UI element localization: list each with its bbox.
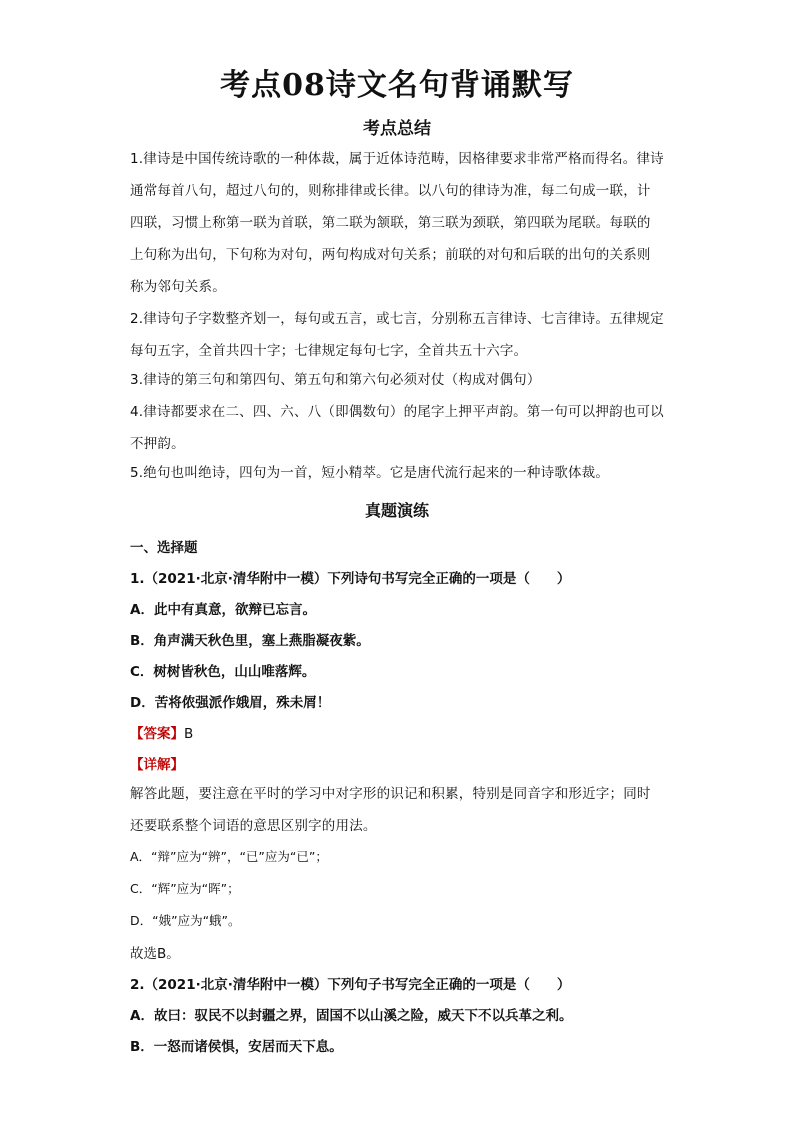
question-2-option-b: B．一怒而诸侯惧，安居而天下息。 <box>130 1039 343 1055</box>
question-1-option-b: B．角声满天秋色里，塞上燕脂凝夜紫。 <box>130 633 370 649</box>
summary-item-4: 4.律诗都要求在二、四、六、八（即偶数句）的尾字上押平声韵。第一句可以押韵也可以不押韵。 <box>130 404 664 452</box>
answer-value: B <box>184 726 194 742</box>
explain-tag: 【详解】 <box>130 757 184 773</box>
question-1-option-a: A．此中有真意，欲辩已忘言。 <box>130 602 316 618</box>
question-1-option-c: C．树树皆秋色，山山唯落辉。 <box>130 664 316 680</box>
answer-tag: 【答案】 <box>130 726 184 742</box>
question-1-option-d: D．苦将侬强派作娥眉，殊未屑！ <box>130 695 331 711</box>
explanation-text: 解答此题，要注意在平时的学习中对字形的识记和积累，特别是同音字和形近字；同时还要联系整个词语的意思区别字的用法。 <box>130 786 651 834</box>
question-2-stem: 2.（2021·北京·清华附中一模）下列句子书写完全正确的一项是（ ） <box>130 977 571 993</box>
summary-item-1: 1.律诗是中国传统诗歌的一种体裁，属于近体诗范畴，因格律要求非常严格而得名。律诗通常每首八句，超过八句的，则称排律或长律。以八句的律诗为准，每二句成一联，计四联，习惯上称第一联为首联，第二联为颔联，第三联为颈联，第四联为尾联。每联的上句称为出句，下句称为对句，两句构成对句关系；前联的对句和后联的出句的关系则称为邻句关系。 <box>130 151 664 295</box>
summary-item-2: 2.律诗句子字数整齐划一，每句或五言，或七言，分别称五言律诗、七言律诗。五律规定每句五字，全首共四十字；七律规定每句七字，全首共五十六字。 <box>130 311 664 359</box>
summary-heading: 考点总结 <box>363 119 431 139</box>
answer-line <box>130 722 664 742</box>
note-c: C．“辉”应为“晖”； <box>130 881 240 896</box>
note-a: A．“辩”应为“辨”，“已”应为“已”； <box>130 849 328 864</box>
question-1-stem: 1.（2021·北京·清华附中一模）下列诗句书写完全正确的一项是（ ） <box>130 571 571 587</box>
note-d: D．“娥”应为“蛾”。 <box>130 913 241 928</box>
question-2-option-a: A．故曰：驭民不以封疆之界，固国不以山溪之险，威天下不以兵革之利。 <box>130 1008 573 1024</box>
conclusion: 故选B。 <box>130 946 180 962</box>
section-label: 一、选择题 <box>130 540 198 556</box>
summary-item-3: 3.律诗的第三句和第四句、第五句和第六句必须对仗（构成对偶句） <box>130 372 541 388</box>
explain-line <box>130 753 664 773</box>
page-title: 考点08诗文名句背诵默写 <box>220 68 574 103</box>
summary-item-5: 5.绝句也叫绝诗，四句为一首，短小精萃。它是唐代流行起来的一种诗歌体裁。 <box>130 465 610 481</box>
practice-heading: 真题演练 <box>364 501 429 520</box>
